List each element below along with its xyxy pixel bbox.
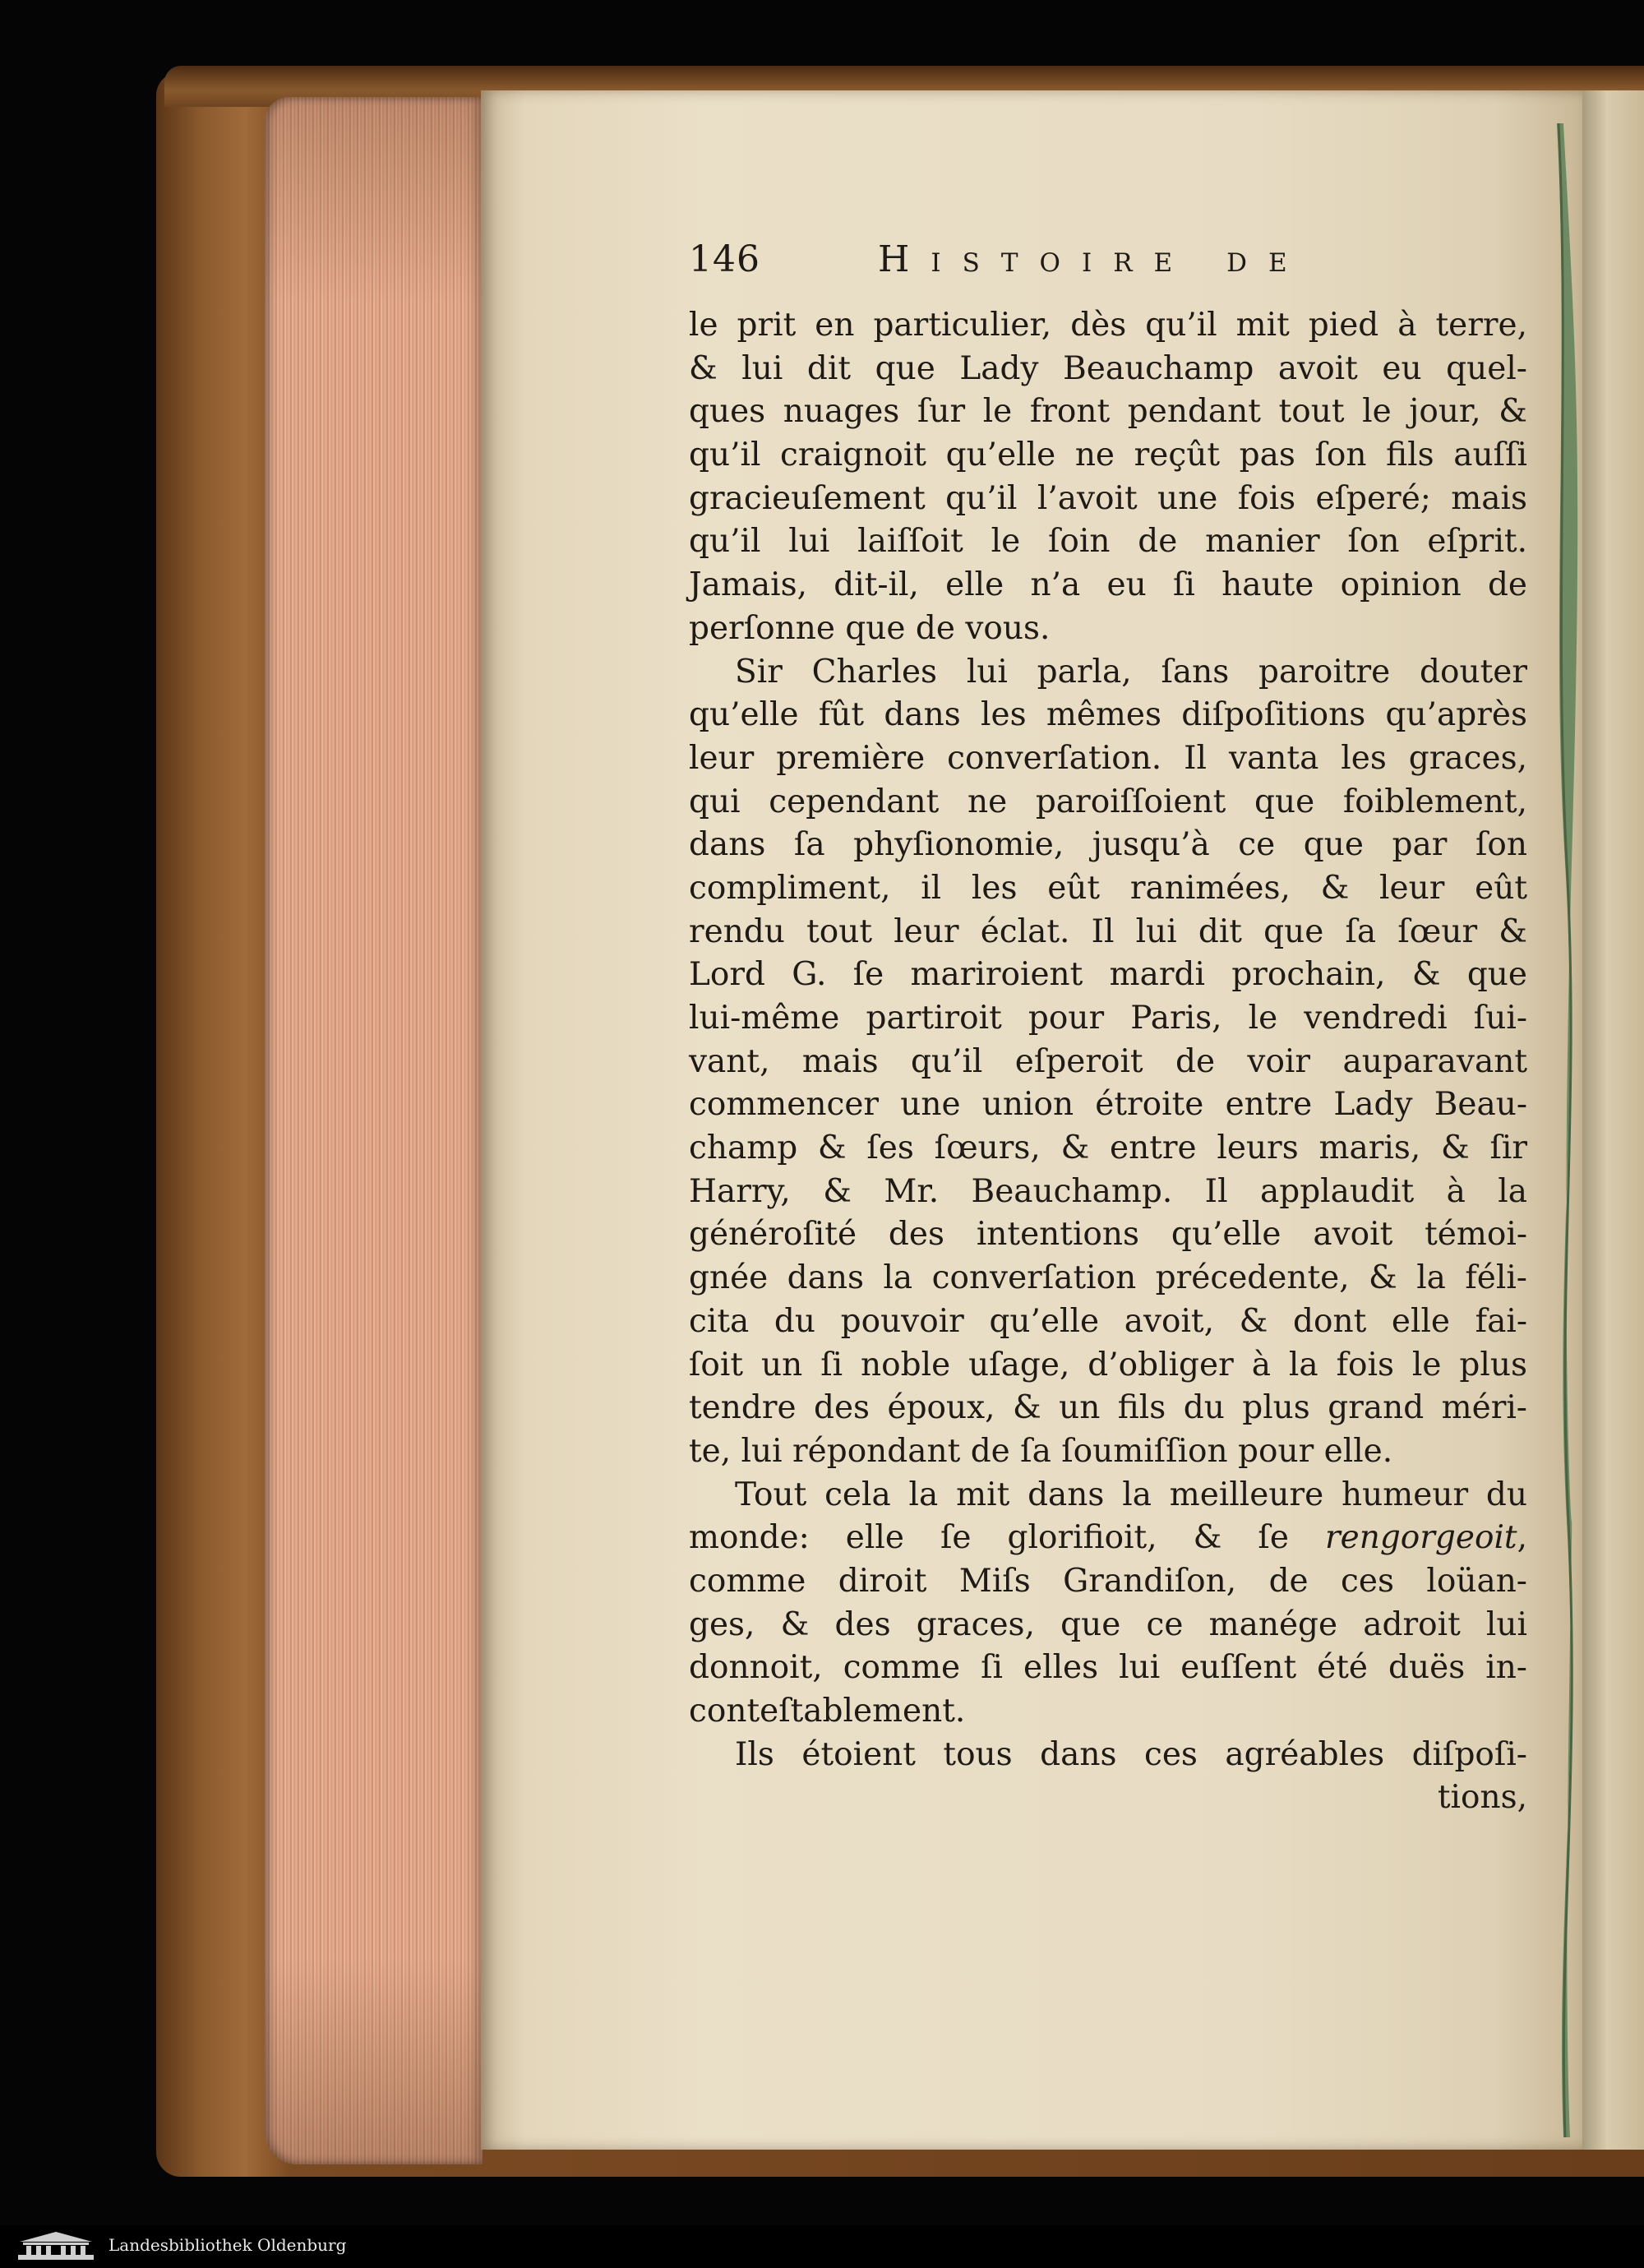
page-number: 146 xyxy=(689,238,760,280)
text-line: qu’il craignoit qu’elle ne reçût pas ſon fils auſſi xyxy=(689,437,1527,474)
text-line: Tout cela la mit dans la meilleure humeur du xyxy=(735,1476,1527,1513)
text-line: qu’elle fût dans les mêmes diſpoſitions qu’après xyxy=(689,696,1527,734)
text-line: Jamais, dit-il, elle n’a eu ſi haute opinion de xyxy=(689,566,1527,604)
text-line: tendre des époux, & un fils du plus grand méri- xyxy=(689,1389,1527,1427)
bookmark-ribbon xyxy=(1545,123,1578,2137)
library-name: Landesbibliothek Oldenburg xyxy=(109,2235,347,2255)
catchword: tions, xyxy=(1437,1779,1527,1817)
text-line: rendu tout leur éclat. Il lui dit que ſa ſœur & xyxy=(689,912,1527,950)
text-line: perſonne que de vous. xyxy=(689,609,1051,647)
text-line: leur première converſation. Il vanta les graces, xyxy=(689,739,1527,777)
text-segment: , xyxy=(1517,1519,1527,1557)
text-line: comme diroit Miſs Grandiſon, de ces loüan- xyxy=(689,1562,1527,1600)
text-line: gracieuſement qu’il l’avoit une fois eſperé; mais xyxy=(689,479,1527,517)
text-line: compliment, il les eût ranimées, & leur eût xyxy=(689,869,1527,907)
footer-bar xyxy=(0,2225,1644,2268)
text-line: Sir Charles lui parla, ſans paroitre douter xyxy=(735,653,1527,691)
text-line: champ & ſes ſœurs, & entre leurs maris, & ſir xyxy=(689,1129,1527,1167)
text-line: gnée dans la converſation précedente, & la féli- xyxy=(689,1259,1527,1297)
text-line: le prit en particulier, dès qu’il mit pied à terre, xyxy=(689,307,1527,344)
text-line: lui-même partiroit pour Paris, le vendredi ſui- xyxy=(689,1000,1527,1037)
text-line: ſoit un ſi noble uſage, d’obliger à la fois le plus xyxy=(689,1346,1527,1383)
text-line: dans ſa phyſionomie, jusqu’à ce que par ſon xyxy=(689,826,1527,864)
adjacent-page-edge xyxy=(1582,90,1644,2150)
text-line: cita du pouvoir qu’elle avoit, & dont elle fai- xyxy=(689,1302,1527,1340)
text-line: commencer une union étroite entre Lady Beau- xyxy=(689,1086,1527,1124)
text-line: & lui dit que Lady Beauchamp avoit eu quel- xyxy=(689,349,1527,387)
text-line: donnoit, comme ſi elles lui euſſent été duës in- xyxy=(689,1649,1527,1687)
page-text xyxy=(689,238,1527,1820)
text-line: ques nuages ſur le front pendant tout le jour, & xyxy=(689,393,1527,431)
text-line: conteſtablement. xyxy=(689,1693,966,1730)
text-line xyxy=(689,1517,1527,1560)
text-line: généroſité des intentions qu’elle avoit témoi- xyxy=(689,1216,1527,1254)
running-head xyxy=(689,238,1527,304)
running-title: Histoire de xyxy=(878,238,1309,280)
text-line: Ils étoient tous dans ces agréables diſpoſi- xyxy=(735,1735,1527,1773)
text-line: qui cependant ne paroiſſoient que foiblement, xyxy=(689,783,1527,820)
text-line: vant, mais qu’il eſperoit de voir auparavant xyxy=(689,1042,1527,1080)
italic-word: rengorgeoit xyxy=(1324,1519,1517,1557)
text-segment: monde: elle ſe glorifioit, & ſe xyxy=(689,1519,1325,1557)
text-line: Lord G. ſe mariroient mardi prochain, & que xyxy=(689,956,1527,994)
text-line: te, lui répondant de ſa ſoumiſſion pour elle. xyxy=(689,1432,1393,1470)
text-line: ges, & des graces, que ce manége adroit lui xyxy=(689,1605,1527,1643)
text-line: qu’il lui laiſſoit le ſoin de manier ſon eſprit. xyxy=(689,523,1527,561)
fore-edge-shading xyxy=(265,97,483,2164)
library-building-icon xyxy=(16,2230,95,2263)
text-line: Harry, & Mr. Beauchamp. Il applaudit à la xyxy=(689,1172,1527,1210)
